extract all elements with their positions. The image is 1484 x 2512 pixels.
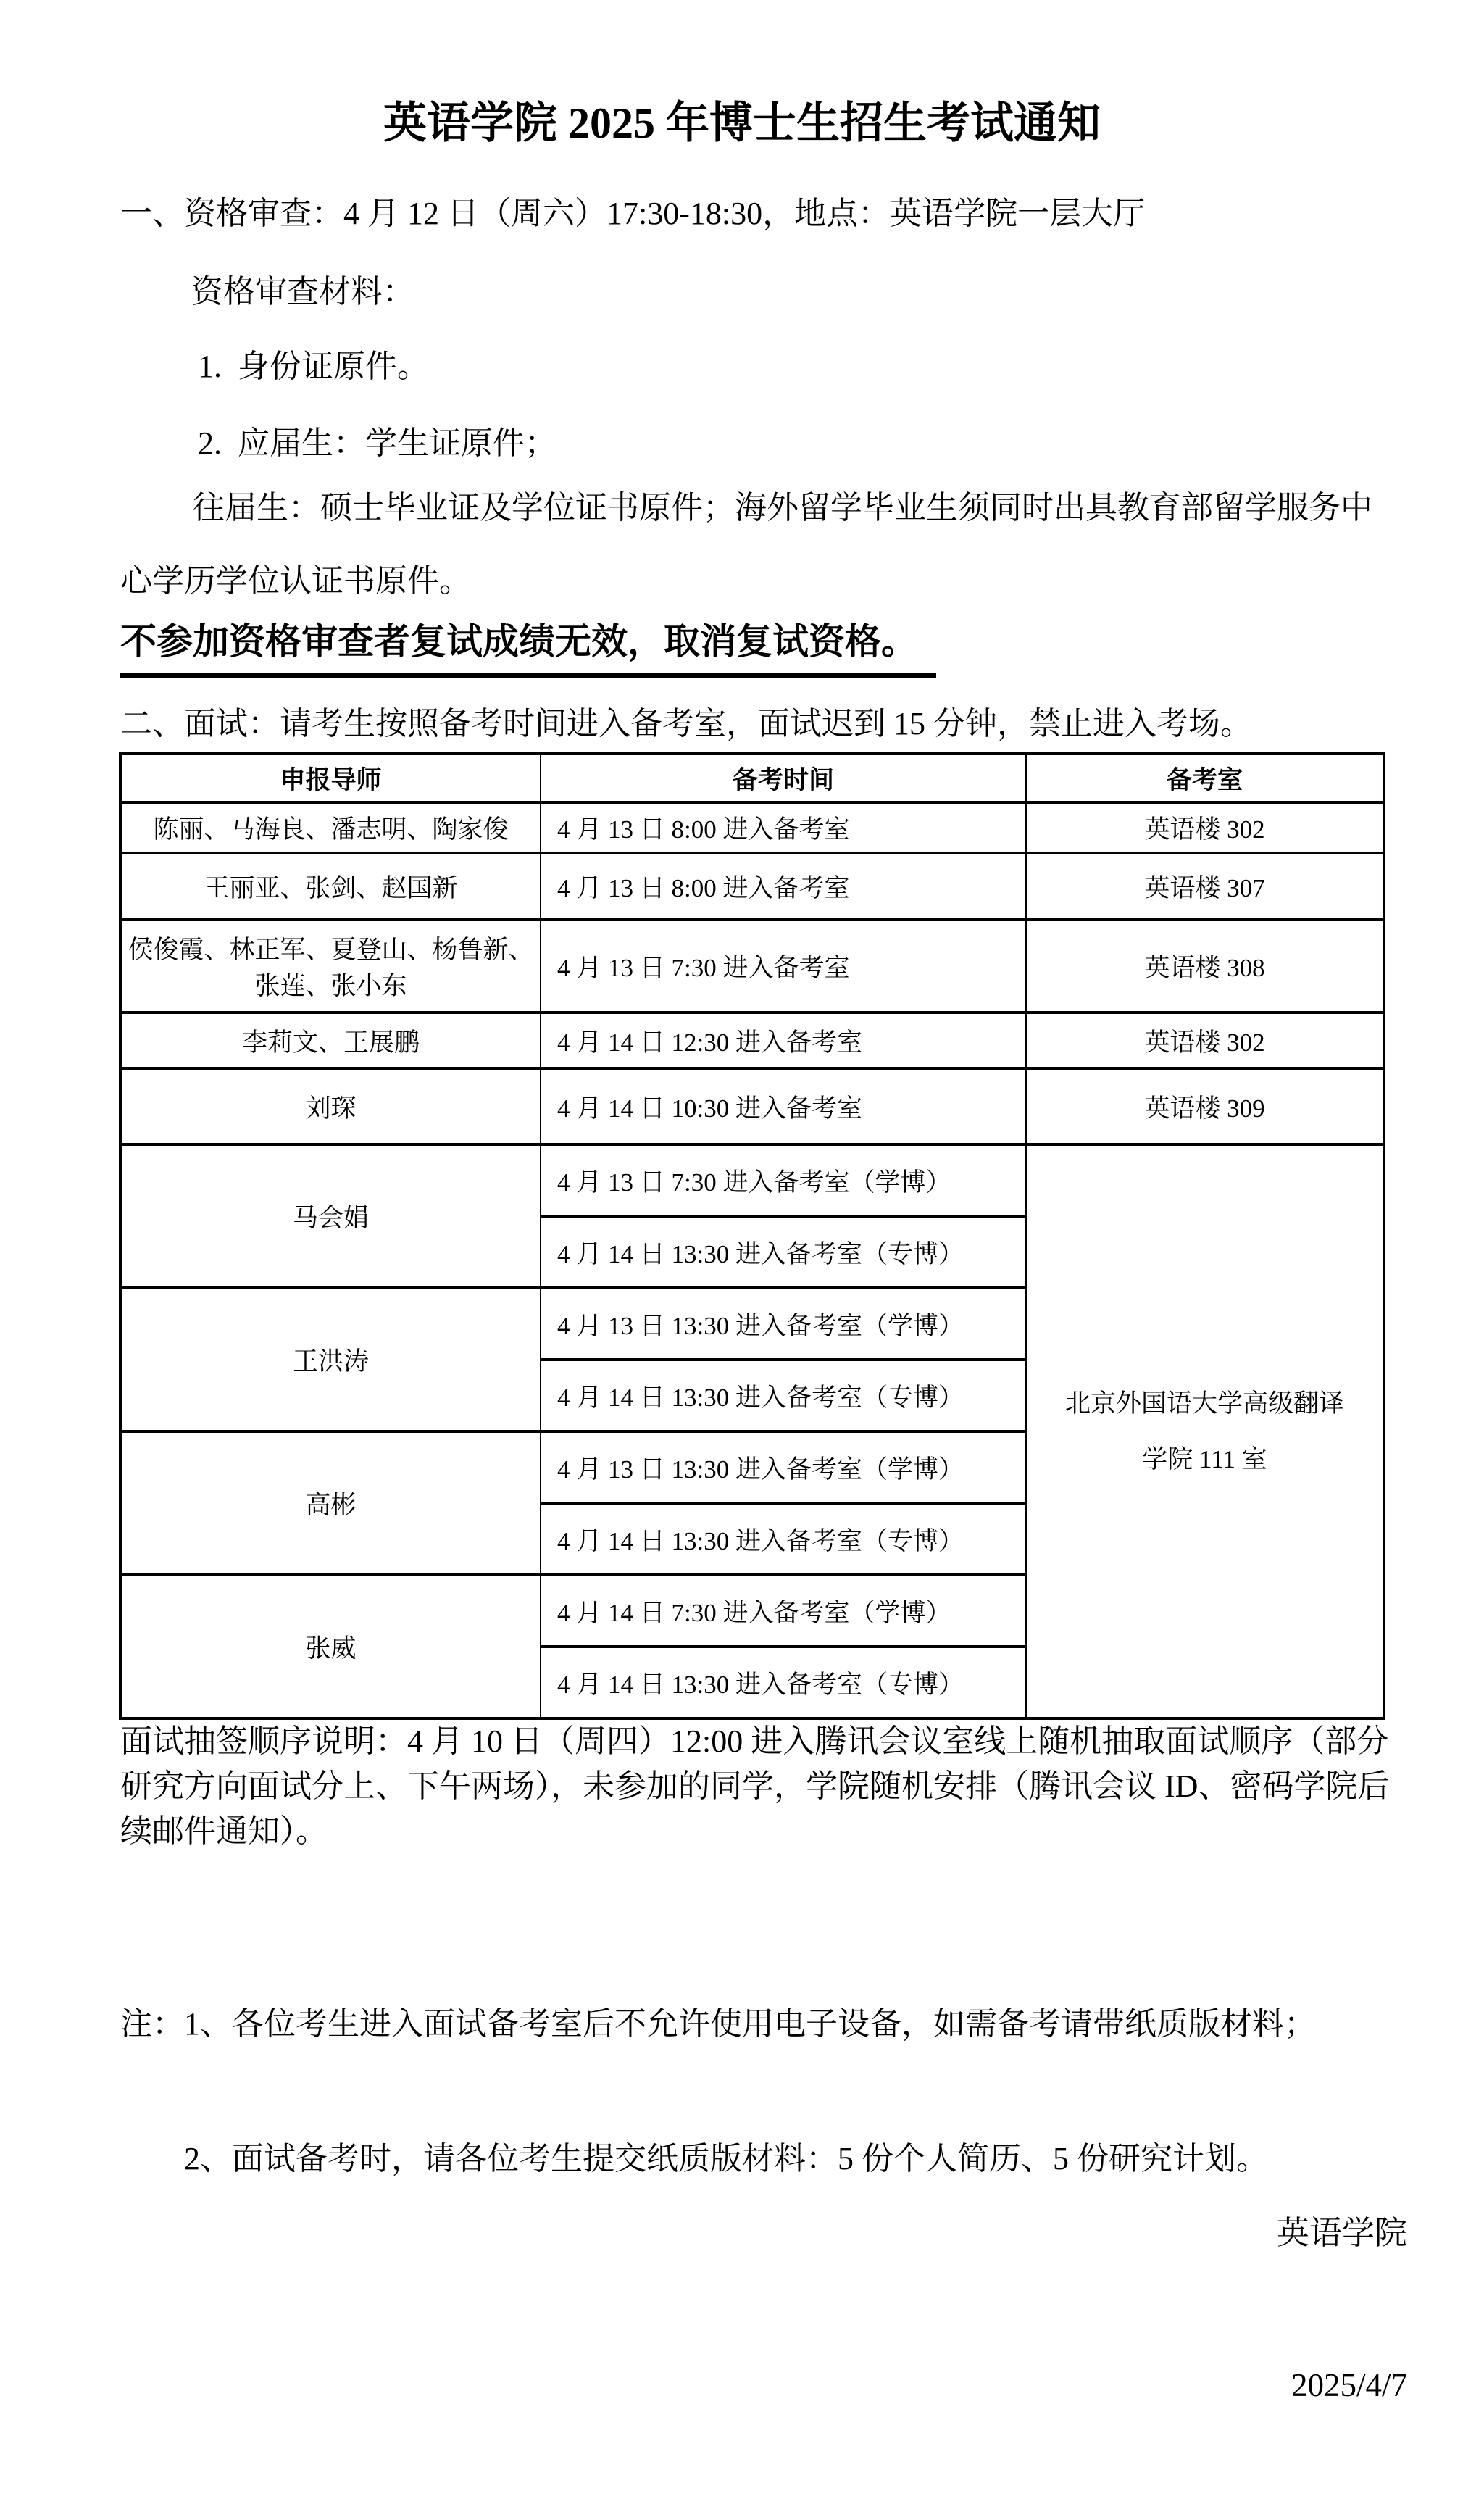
time-cell: 4 月 13 日 8:00 进入备考室 xyxy=(541,853,1026,920)
time-cell: 4 月 14 日 10:30 进入备考室 xyxy=(541,1068,1026,1144)
table-row xyxy=(120,1012,1384,1068)
materials-item-1: 1. 身份证原件。 xyxy=(198,349,429,384)
room-cell: 英语楼 308 xyxy=(1026,920,1384,1012)
header-mentors: 申报导师 xyxy=(120,754,541,802)
table-row xyxy=(120,1144,1384,1216)
note-line-1: 注：1、各位考生进入面试备考室后不允许使用电子设备，如需备考请带纸质版材料； xyxy=(120,2006,1316,2042)
time-cell: 4 月 13 日 8:00 进入备考室 xyxy=(541,802,1026,853)
time-cell: 4 月 13 日 13:30 进入备考室（学博） xyxy=(541,1288,1026,1360)
mentor-cell: 侯俊霞、林正军、夏登山、杨鲁新、张莲、张小东 xyxy=(120,920,541,1012)
prior-graduates-paragraph: 往届生：硕士毕业证及学位证书原件；海外留学毕业生须同时出具教育部留学服务中心学历学位认证书原件。 xyxy=(120,490,1372,599)
warning-heading: 不参加资格审查者复试成绩无效，取消复试资格。 xyxy=(120,612,936,678)
time-cell: 4 月 14 日 12:30 进入备考室 xyxy=(541,1012,1026,1068)
section1-heading: 一、资格审查：4 月 12 日（周六）17:30-18:30，地点：英语学院一层大厅 xyxy=(120,196,1146,231)
room-cell: 英语楼 309 xyxy=(1026,1068,1384,1144)
time-cell: 4 月 14 日 13:30 进入备考室（专博） xyxy=(541,1647,1026,1718)
mentor-cell: 王丽亚、张剑、赵国新 xyxy=(120,853,541,920)
interview-schedule-table xyxy=(119,752,1385,1720)
room-cell: 英语楼 302 xyxy=(1026,802,1384,853)
room-cell: 英语楼 302 xyxy=(1026,1012,1384,1068)
time-cell: 4 月 14 日 13:30 进入备考室（专博） xyxy=(541,1360,1026,1431)
table-row xyxy=(120,920,1384,1012)
table-row xyxy=(120,802,1384,853)
time-cell: 4 月 13 日 13:30 进入备考室（学博） xyxy=(541,1431,1026,1503)
mentor-cell: 张威 xyxy=(120,1575,541,1718)
header-time: 备考时间 xyxy=(541,754,1026,802)
time-cell: 4 月 13 日 7:30 进入备考室 xyxy=(541,920,1026,1012)
mentor-cell: 高彬 xyxy=(120,1431,541,1575)
materials-item-2: 2. 应届生：学生证原件； xyxy=(198,425,556,461)
document-footer xyxy=(1277,2106,1407,2512)
time-cell: 4 月 14 日 13:30 进入备考室（专博） xyxy=(541,1503,1026,1575)
lottery-note-paragraph: 面试抽签顺序说明：4 月 10 日（周四）12:00 进入腾讯会议室线上随机抽取面试顺序（部分研究方向面试分上、下午两场），未参加的同学，学院随机安排（腾讯会议 ID、密码学院后续邮件通知）。 xyxy=(120,1723,1390,1849)
note-line-2: 2、面试备考时，请各位考生提交纸质版材料：5 份个人简历、5 份研究计划。 xyxy=(184,2141,1268,2176)
mentor-cell: 刘琛 xyxy=(120,1068,541,1144)
warning-heading-wrap xyxy=(120,612,936,678)
time-cell: 4 月 13 日 7:30 进入备考室（学博） xyxy=(541,1144,1026,1216)
document-title: 英语学院 2025 年博士生招生考试通知 xyxy=(383,99,1101,147)
footer-signature: 英语学院 xyxy=(1276,2215,1407,2251)
mentor-cell: 陈丽、马海良、潘志明、陶家俊 xyxy=(120,802,541,853)
mentor-cell: 李莉文、王展鹏 xyxy=(120,1012,541,1068)
time-cell: 4 月 14 日 7:30 进入备考室（学博） xyxy=(541,1575,1026,1647)
room-cell: 英语楼 307 xyxy=(1026,853,1384,920)
mentor-cell: 马会娟 xyxy=(120,1144,541,1288)
merged-room-text: 北京外国语大学高级翻译学院 111 室 xyxy=(1064,1389,1344,1473)
mentor-cell: 王洪涛 xyxy=(120,1288,541,1431)
section2-heading: 二、面试：请考生按照备考时间进入备考室，面试迟到 15 分钟，禁止进入考场。 xyxy=(120,706,1252,741)
time-cell: 4 月 14 日 13:30 进入备考室（专博） xyxy=(541,1216,1026,1288)
materials-label: 资格审查材料： xyxy=(191,274,414,309)
footer-date: 2025/4/7 xyxy=(1291,2367,1407,2403)
table-row xyxy=(120,1068,1384,1144)
notes-paragraph xyxy=(120,1912,1394,2271)
table-row xyxy=(120,853,1384,920)
header-room: 备考室 xyxy=(1026,754,1384,802)
merged-room-cell xyxy=(1026,1144,1384,1718)
table-header-row xyxy=(120,754,1384,802)
